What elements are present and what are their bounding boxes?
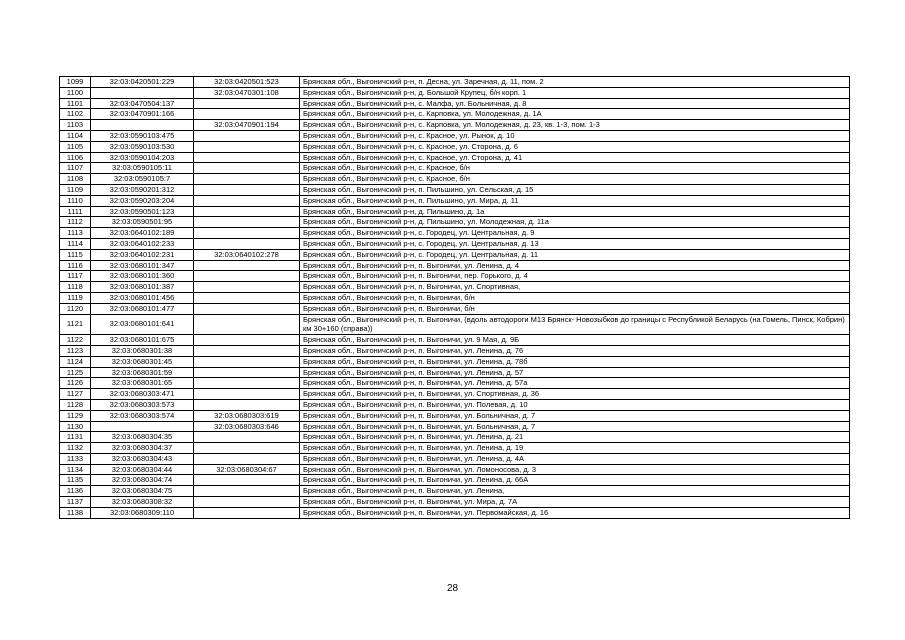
cadastral-number: 32:03:0680101:360: [91, 271, 194, 282]
row-number: 1116: [60, 260, 91, 271]
address-cell: Брянская обл., Выгоничский р-н, п. Выгоничи, ул. Ленина, д. 57: [300, 367, 850, 378]
table-row: [60, 421, 850, 432]
table-body: [60, 77, 850, 519]
cadastral-number: 32:03:0680301:65: [91, 378, 194, 389]
row-number: 1099: [60, 77, 91, 88]
table-row: [60, 152, 850, 163]
cadastral-number-secondary: [194, 163, 300, 174]
table-row: [60, 497, 850, 508]
cadastral-number-secondary: 32:03:0470301:108: [194, 87, 300, 98]
cadastral-number: 32:03:0680304:44: [91, 464, 194, 475]
cadastral-number: 32:03:0640102:233: [91, 238, 194, 249]
cadastral-number-secondary: [194, 303, 300, 314]
row-number: 1128: [60, 399, 91, 410]
cadastral-number: 32:03:0680304:74: [91, 475, 194, 486]
cadastral-number: 32:03:0680303:573: [91, 399, 194, 410]
table-row: [60, 238, 850, 249]
cadastral-number-secondary: [194, 174, 300, 185]
table-row: [60, 184, 850, 195]
cadastral-number: 32:03:0640102:189: [91, 228, 194, 239]
table-row: [60, 87, 850, 98]
cadastral-number: 32:03:0680101:456: [91, 292, 194, 303]
address-cell: Брянская обл., Выгоничский р-н, п. Выгоничи, б/н: [300, 303, 850, 314]
address-cell: Брянская обл., Выгоничский р-н, п. Выгоничи, ул. Спортивная,: [300, 282, 850, 293]
cadastral-number: 32:03:0470901:166: [91, 109, 194, 120]
row-number: 1129: [60, 410, 91, 421]
cadastral-number-secondary: [194, 195, 300, 206]
table-row: [60, 292, 850, 303]
cadastral-number: 32:03:0590501:95: [91, 217, 194, 228]
address-cell: Брянская обл., Выгоничский р-н, с. Красное, ул. Сторона, д. 6: [300, 141, 850, 152]
row-number: 1102: [60, 109, 91, 120]
table-row: [60, 271, 850, 282]
row-number: 1101: [60, 98, 91, 109]
address-cell: Брянская обл., Выгоничский р-н, п. Выгоничи, пер. Горького, д. 4: [300, 271, 850, 282]
cadastral-number-secondary: [194, 389, 300, 400]
cadastral-number-secondary: [194, 443, 300, 454]
cadastral-number: [91, 120, 194, 131]
address-cell: Брянская обл., Выгоничский р-н, п. Выгоничи, ул. Ленина, д. 66А: [300, 475, 850, 486]
cadastral-number: 32:03:0680304:75: [91, 486, 194, 497]
cadastral-number: [91, 421, 194, 432]
table-row: [60, 249, 850, 260]
address-cell: Брянская обл., Выгоничский р-н, с. Красное, б/н: [300, 174, 850, 185]
cadastral-number: 32:03:0680101:477: [91, 303, 194, 314]
cadastral-number-secondary: [194, 453, 300, 464]
address-cell: Брянская обл., Выгоничский р-н, п. Выгоничи, ул. Ленина, д. 4: [300, 260, 850, 271]
cadastral-number: 32:03:0590105:7: [91, 174, 194, 185]
cadastral-number: 32:03:0590203:204: [91, 195, 194, 206]
cadastral-number-secondary: 32:03:0640102:278: [194, 249, 300, 260]
address-cell: Брянская обл., Выгоничский р-н, с. Красное, ул. Рынок, д. 10: [300, 130, 850, 141]
row-number: 1136: [60, 486, 91, 497]
row-number: 1112: [60, 217, 91, 228]
table-row: [60, 399, 850, 410]
row-number: 1117: [60, 271, 91, 282]
row-number: 1118: [60, 282, 91, 293]
cadastral-number: 32:03:0680303:574: [91, 410, 194, 421]
cadastral-number-secondary: [194, 282, 300, 293]
address-cell: Брянская обл., Выгоничский р-н, д. Большой Крупец, б/н корп. 1: [300, 87, 850, 98]
cadastral-number-secondary: [194, 271, 300, 282]
address-cell: Брянская обл., Выгоничский р-н, п. Выгоничи, ул. Ленина, д. 78б: [300, 356, 850, 367]
address-cell: Брянская обл., Выгоничский р-н, с. Городец, ул. Центральная, д. 9: [300, 228, 850, 239]
address-cell: Брянская обл., Выгоничский р-н, п. Выгоничи, ул. Ленина, д. 4А: [300, 453, 850, 464]
row-number: 1132: [60, 443, 91, 454]
row-number: 1109: [60, 184, 91, 195]
address-cell: Брянская обл., Выгоничский р-н, д. Пильшино, д. 1а: [300, 206, 850, 217]
table-row: [60, 367, 850, 378]
address-cell: Брянская обл., Выгоничский р-н, с. Городец, ул. Центральная, д. 11: [300, 249, 850, 260]
table-row: [60, 98, 850, 109]
table-row: [60, 130, 850, 141]
cadastral-number-secondary: [194, 356, 300, 367]
address-cell: Брянская обл., Выгоничский р-н, п. Выгоничи, б/н: [300, 292, 850, 303]
table-row: [60, 432, 850, 443]
cadastral-number-secondary: [194, 507, 300, 518]
row-number: 1115: [60, 249, 91, 260]
cadastral-number-secondary: [194, 314, 300, 335]
cadastral-number: 32:03:0640102:231: [91, 249, 194, 260]
cadastral-number: [91, 87, 194, 98]
cadastral-number-secondary: 32:03:0470901:194: [194, 120, 300, 131]
cadastral-number: 32:03:0680308:32: [91, 497, 194, 508]
table-row: [60, 228, 850, 239]
address-cell: Брянская обл., Выгоничский р-н, п. Выгоничи, ул. Первомайская, д. 16: [300, 507, 850, 518]
address-cell: Брянская обл., Выгоничский р-н, п. Выгоничи, ул. Ленина, д. 76: [300, 345, 850, 356]
table-row: [60, 206, 850, 217]
table-row: [60, 109, 850, 120]
table-row: [60, 486, 850, 497]
cadastral-number: 32:03:0680301:59: [91, 367, 194, 378]
row-number: 1121: [60, 314, 91, 335]
address-cell: Брянская обл., Выгоничский р-н, п. Выгоничи, ул. Ленина,: [300, 486, 850, 497]
row-number: 1100: [60, 87, 91, 98]
cadastral-number-secondary: 32:03:0420501:523: [194, 77, 300, 88]
cadastral-number: 32:03:0680304:43: [91, 453, 194, 464]
cadastral-number: 32:03:0680101:347: [91, 260, 194, 271]
row-number: 1124: [60, 356, 91, 367]
cadastral-number-secondary: [194, 238, 300, 249]
row-number: 1137: [60, 497, 91, 508]
row-number: 1127: [60, 389, 91, 400]
cadastral-number-secondary: [194, 228, 300, 239]
table-row: [60, 163, 850, 174]
row-number: 1106: [60, 152, 91, 163]
row-number: 1135: [60, 475, 91, 486]
cadastral-number: 32:03:0680101:675: [91, 335, 194, 346]
address-cell: Брянская обл., Выгоничский р-н, п. Выгоничи, ул. Ленина, д. 57а: [300, 378, 850, 389]
row-number: 1126: [60, 378, 91, 389]
address-cell: Брянская обл., Выгоничский р-н, п. Выгоничи, ул. Больничная, д. 7: [300, 410, 850, 421]
row-number: 1134: [60, 464, 91, 475]
cadastral-number: 32:03:0680304:37: [91, 443, 194, 454]
row-number: 1120: [60, 303, 91, 314]
row-number: 1133: [60, 453, 91, 464]
table-row: [60, 260, 850, 271]
address-cell: Брянская обл., Выгоничский р-н, с. Красное, ул. Сторона, д. 41: [300, 152, 850, 163]
address-cell: Брянская обл., Выгоничский р-н, п. Выгоничи, ул. Больничная, д. 7: [300, 421, 850, 432]
cadastral-number-secondary: [194, 152, 300, 163]
cadastral-number: 32:03:0590501:123: [91, 206, 194, 217]
cadastral-number-secondary: [194, 184, 300, 195]
cadastral-number: 32:03:0590105:11: [91, 163, 194, 174]
cadastral-number-secondary: [194, 335, 300, 346]
address-cell: Брянская обл., Выгоничский р-н, п. Выгоничи, ул. Мира, д. 7А: [300, 497, 850, 508]
address-cell: Брянская обл., Выгоничский р-н, п. Выгоничи, ул. 9 Мая, д. 9Б: [300, 335, 850, 346]
cadastral-number-secondary: [194, 497, 300, 508]
cadastral-number-secondary: [194, 486, 300, 497]
cadastral-number-secondary: [194, 399, 300, 410]
cadastral-number-secondary: 32:03:0680303:646: [194, 421, 300, 432]
table-row: [60, 378, 850, 389]
cadastral-number: 32:03:0680304:35: [91, 432, 194, 443]
table-row: [60, 217, 850, 228]
row-number: 1138: [60, 507, 91, 518]
cadastral-number: 32:03:0590103:530: [91, 141, 194, 152]
table-row: [60, 356, 850, 367]
cadastral-number-secondary: [194, 206, 300, 217]
row-number: 1107: [60, 163, 91, 174]
address-cell: Брянская обл., Выгоничский р-н, п. Выгоничи, ул. Ленина, д. 19: [300, 443, 850, 454]
cadastral-number-secondary: [194, 260, 300, 271]
cadastral-number-secondary: [194, 292, 300, 303]
address-cell: Брянская обл., Выгоничский р-н, с. Малфа, ул. Больничная, д. 8: [300, 98, 850, 109]
table-row: [60, 314, 850, 335]
table-row: [60, 174, 850, 185]
cadastral-number: 32:03:0420501:229: [91, 77, 194, 88]
cadastral-number-secondary: [194, 130, 300, 141]
table-row: [60, 389, 850, 400]
cadastral-number-secondary: [194, 378, 300, 389]
address-cell: Брянская обл., Выгоничский р-н, п. Выгоничи, ул. Ломоносова, д. 3: [300, 464, 850, 475]
cadastral-number-secondary: [194, 475, 300, 486]
cadastral-number: 32:03:0680301:45: [91, 356, 194, 367]
address-cell: Брянская обл., Выгоничский р-н, п. Десна, ул. Заречная, д. 11, пом. 2: [300, 77, 850, 88]
table-row: [60, 77, 850, 88]
table-row: [60, 303, 850, 314]
table-row: [60, 120, 850, 131]
cadastral-number-secondary: [194, 109, 300, 120]
row-number: 1108: [60, 174, 91, 185]
address-cell: Брянская обл., Выгоничский р-н, с. Карповка, ул. Молодежная, д. 1А: [300, 109, 850, 120]
address-cell: Брянская обл., Выгоничский р-н, п. Пильшино, ул. Мира, д. 11: [300, 195, 850, 206]
table-row: [60, 453, 850, 464]
cadastral-number-secondary: [194, 217, 300, 228]
cadastral-number: 32:03:0680301:38: [91, 345, 194, 356]
row-number: 1113: [60, 228, 91, 239]
row-number: 1122: [60, 335, 91, 346]
cadastral-number-secondary: [194, 432, 300, 443]
row-number: 1105: [60, 141, 91, 152]
address-cell: Брянская обл., Выгоничский р-н, п. Выгоничи, ул. Ленина, д. 21: [300, 432, 850, 443]
cadastral-number: 32:03:0680101:641: [91, 314, 194, 335]
cadastral-table: [59, 76, 850, 519]
row-number: 1110: [60, 195, 91, 206]
row-number: 1130: [60, 421, 91, 432]
table-row: [60, 464, 850, 475]
cadastral-number-secondary: [194, 367, 300, 378]
row-number: 1103: [60, 120, 91, 131]
cadastral-number: 32:03:0470504:137: [91, 98, 194, 109]
address-cell: Брянская обл., Выгоничский р-н, с. Красное, б/н: [300, 163, 850, 174]
row-number: 1125: [60, 367, 91, 378]
cadastral-number-secondary: [194, 345, 300, 356]
table-row: [60, 443, 850, 454]
table-row: [60, 410, 850, 421]
table-row: [60, 345, 850, 356]
row-number: 1114: [60, 238, 91, 249]
address-cell: Брянская обл., Выгоничский р-н, с. Карповка, ул. Молодежная, д. 23, кв. 1-3, пом. 1-3: [300, 120, 850, 131]
row-number: 1119: [60, 292, 91, 303]
table-row: [60, 507, 850, 518]
row-number: 1104: [60, 130, 91, 141]
row-number: 1123: [60, 345, 91, 356]
table-row: [60, 282, 850, 293]
cadastral-number: 32:03:0590201:312: [91, 184, 194, 195]
cadastral-number-secondary: 32:03:0680303:619: [194, 410, 300, 421]
cadastral-number: 32:03:0680309:110: [91, 507, 194, 518]
table-row: [60, 141, 850, 152]
cadastral-number: 32:03:0680101:387: [91, 282, 194, 293]
cadastral-number: 32:03:0590104:203: [91, 152, 194, 163]
table-row: [60, 195, 850, 206]
address-cell: Брянская обл., Выгоничский р-н, п. Выгоничи, (вдоль автодороги М13 Брянск- Новозыбков до границы с Республикой Беларусь (на Гомель, Пинск, Кобрин) км 30+160 (справа)): [300, 314, 850, 335]
row-number: 1131: [60, 432, 91, 443]
cadastral-number-secondary: 32:03:0680304:67: [194, 464, 300, 475]
cadastral-number-secondary: [194, 98, 300, 109]
address-cell: Брянская обл., Выгоничский р-н, п. Пильшино, ул. Сельская, д. 15: [300, 184, 850, 195]
cadastral-number: 32:03:0680303:471: [91, 389, 194, 400]
address-cell: Брянская обл., Выгоничский р-н, п. Выгоничи, ул. Спортивная, д. 36: [300, 389, 850, 400]
address-cell: Брянская обл., Выгоничский р-н, с. Городец, ул. Центральная, д. 13: [300, 238, 850, 249]
table-row: [60, 475, 850, 486]
table-row: [60, 335, 850, 346]
page-number: 28: [446, 583, 459, 594]
cadastral-number-secondary: [194, 141, 300, 152]
address-cell: Брянская обл., Выгоничский р-н, д. Пильшино, ул. Молодежная, д. 11а: [300, 217, 850, 228]
row-number: 1111: [60, 206, 91, 217]
address-cell: Брянская обл., Выгоничский р-н, п. Выгоничи, ул. Полевая, д. 10: [300, 399, 850, 410]
cadastral-number: 32:03:0590103:475: [91, 130, 194, 141]
